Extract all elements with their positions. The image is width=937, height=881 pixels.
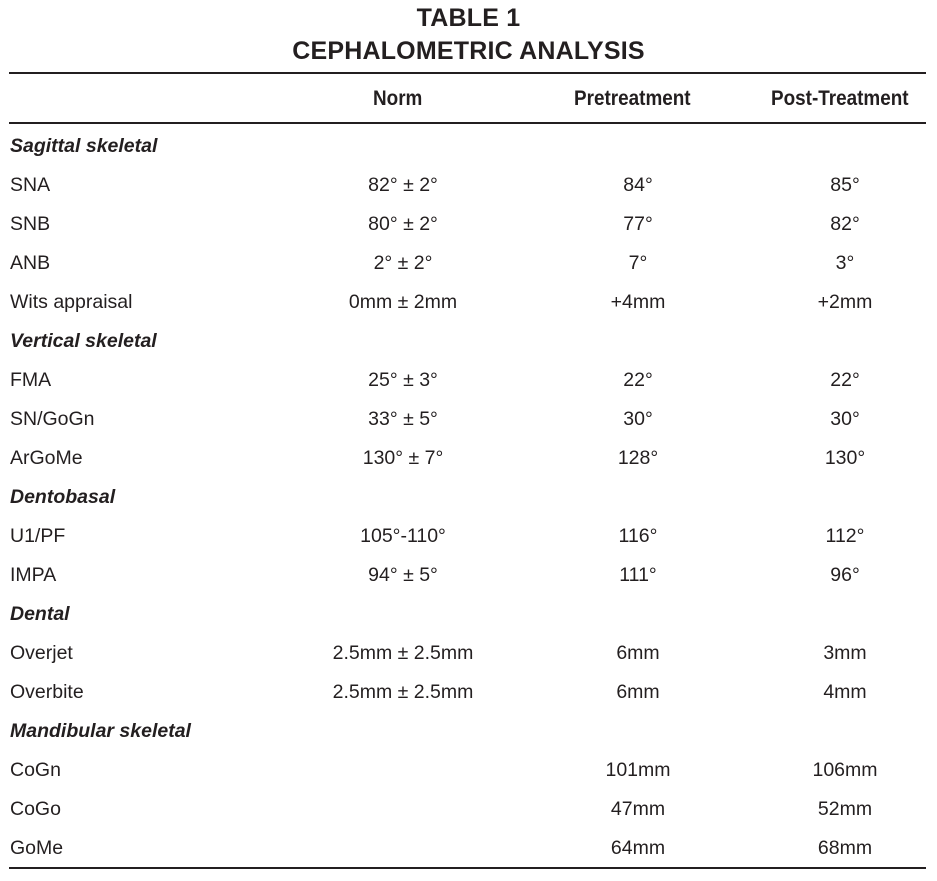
pretreatment-value: 101mm	[605, 759, 671, 781]
norm-value: 80° ± 2°	[368, 213, 438, 235]
table-row	[0, 634, 937, 673]
section-label: Sagittal skeletal	[10, 135, 158, 157]
row-label: CoGn	[10, 759, 61, 781]
section-header-row	[0, 322, 937, 361]
norm-value: 94° ± 5°	[368, 564, 438, 586]
norm-value: 105°-110°	[360, 525, 446, 547]
row-label: IMPA	[10, 564, 57, 586]
pretreatment-value: 111°	[619, 564, 657, 586]
pretreatment-value: 30°	[623, 408, 653, 430]
table-row	[0, 751, 937, 790]
post-treatment-value: 3mm	[823, 642, 867, 664]
row-label: FMA	[10, 369, 52, 391]
row-label: ANB	[10, 252, 51, 274]
pretreatment-value: 22°	[623, 369, 653, 391]
row-label: Overjet	[10, 642, 73, 664]
post-treatment-value: 96°	[830, 564, 860, 586]
norm-value: 0mm ± 2mm	[348, 291, 458, 313]
norm-value: 33° ± 5°	[368, 408, 438, 430]
table-row	[0, 166, 937, 205]
post-treatment-value: +2mm	[817, 291, 873, 313]
section-header-row	[0, 712, 937, 751]
row-label: CoGo	[10, 798, 61, 820]
top-rule	[9, 72, 926, 74]
pretreatment-value: 116°	[618, 525, 658, 547]
row-label: SNA	[10, 174, 51, 196]
section-header-row	[0, 127, 937, 166]
table-row	[0, 439, 937, 478]
post-treatment-value: 106mm	[812, 759, 878, 781]
column-header-pretreatment: Pretreatment	[574, 87, 691, 110]
table-row	[0, 829, 937, 868]
pretreatment-value: 84°	[623, 174, 653, 196]
pretreatment-value: +4mm	[610, 291, 666, 313]
table-body	[0, 127, 937, 868]
pretreatment-value: 6mm	[616, 642, 660, 664]
norm-value: 2.5mm ± 2.5mm	[332, 642, 474, 664]
section-header-row	[0, 478, 937, 517]
norm-value: 25° ± 3°	[368, 369, 438, 391]
bottom-rule	[9, 867, 926, 869]
table-title: CEPHALOMETRIC ANALYSIS	[292, 37, 645, 65]
post-treatment-value: 85°	[830, 174, 860, 196]
table-row	[0, 790, 937, 829]
row-label: SN/GoGn	[10, 408, 95, 430]
column-header-post-treatment: Post-Treatment	[771, 87, 909, 110]
post-treatment-value: 52mm	[817, 798, 873, 820]
table-row	[0, 361, 937, 400]
post-treatment-value: 30°	[830, 408, 860, 430]
row-label: SNB	[10, 213, 51, 235]
pretreatment-value: 128°	[617, 447, 659, 469]
table-number: TABLE 1	[416, 4, 521, 32]
post-treatment-value: 4mm	[823, 681, 867, 703]
norm-value: 130° ± 7°	[362, 447, 444, 469]
table-row	[0, 400, 937, 439]
pretreatment-value: 47mm	[610, 798, 666, 820]
post-treatment-value: 3°	[835, 252, 855, 274]
pretreatment-value: 64mm	[610, 837, 666, 859]
table-row	[0, 205, 937, 244]
post-treatment-value: 68mm	[817, 837, 873, 859]
table-row	[0, 283, 937, 322]
pretreatment-value: 77°	[623, 213, 653, 235]
norm-value: 82° ± 2°	[368, 174, 438, 196]
row-label: Wits appraisal	[10, 291, 133, 313]
section-label: Dental	[10, 603, 70, 625]
pretreatment-value: 6mm	[616, 681, 660, 703]
post-treatment-value: 22°	[830, 369, 860, 391]
column-header-norm: Norm	[373, 87, 423, 110]
section-label: Dentobasal	[10, 486, 116, 508]
post-treatment-value: 82°	[830, 213, 860, 235]
post-treatment-value: 130°	[824, 447, 866, 469]
row-label: U1/PF	[10, 525, 66, 547]
section-label: Vertical skeletal	[10, 330, 157, 352]
section-header-row	[0, 595, 937, 634]
norm-value: 2.5mm ± 2.5mm	[332, 681, 474, 703]
table-row	[0, 673, 937, 712]
section-label: Mandibular skeletal	[10, 720, 191, 742]
post-treatment-value: 112°	[825, 525, 865, 547]
row-label: Overbite	[10, 681, 84, 703]
header-rule	[9, 122, 926, 124]
table-row	[0, 556, 937, 595]
row-label: ArGoMe	[10, 447, 83, 469]
norm-value: 2° ± 2°	[373, 252, 433, 274]
table-row	[0, 517, 937, 556]
pretreatment-value: 7°	[628, 252, 648, 274]
table-row	[0, 244, 937, 283]
row-label: GoMe	[10, 837, 64, 859]
